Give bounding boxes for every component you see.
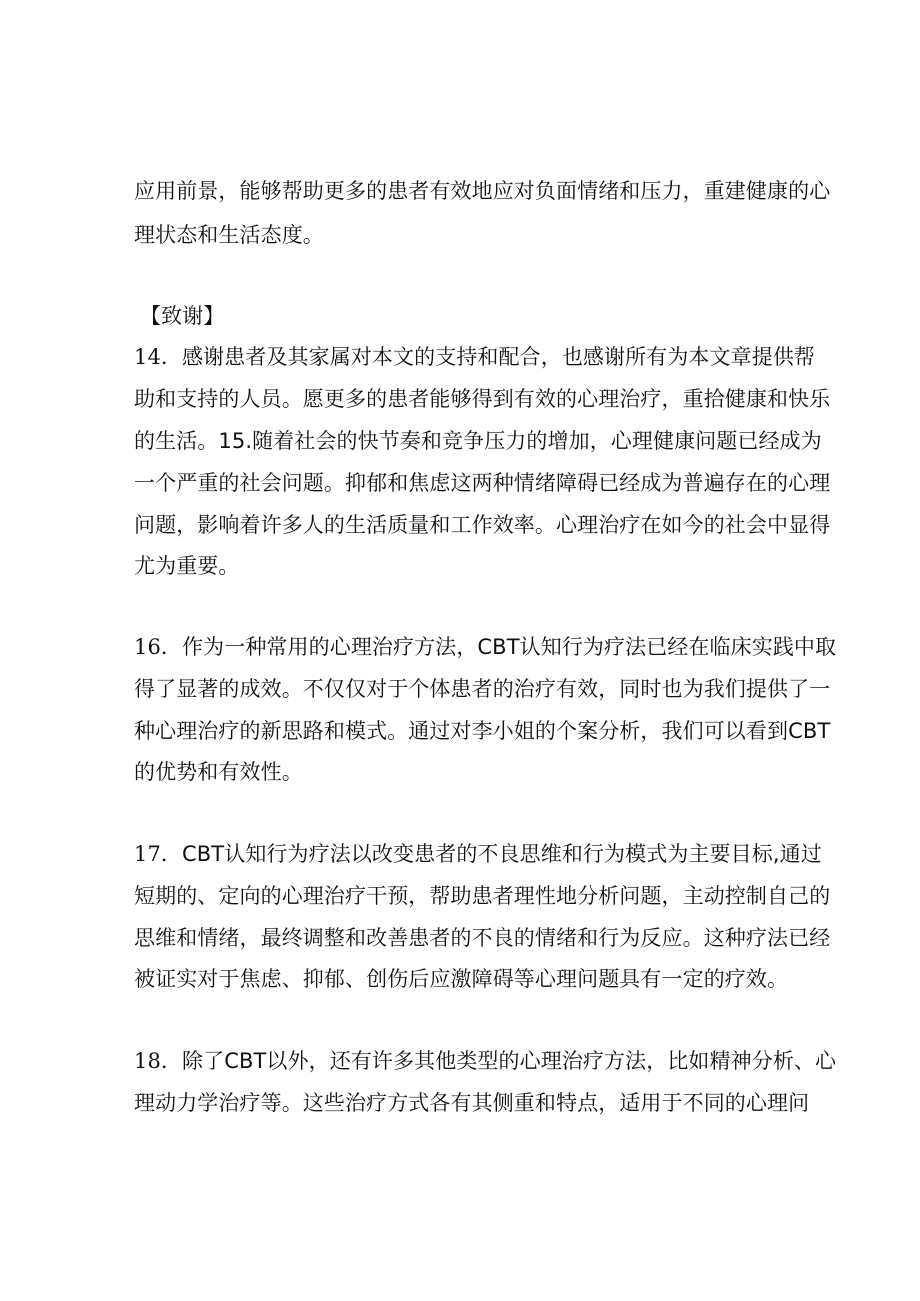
paragraph-number: 16 [134, 635, 161, 659]
paragraph-line: ．感谢患者及其家属对本文的支持和配合，也感谢所有为本文章提供帮 [160, 345, 816, 369]
paragraph-number: 18 [134, 1049, 161, 1073]
acknowledgement-heading: 【致谢】 [140, 304, 225, 328]
paragraph-line: 尤为重要。 [134, 554, 240, 578]
paragraph-line: 种心理治疗的新思路和模式。通过对李小姐的个案分析，我们可以看到CBT [134, 719, 831, 743]
paragraph-line: 问题，影响着许多人的生活质量和工作效率。心理治疗在如今的社会中显得 [134, 513, 831, 537]
paragraph-line: 理动力学治疗等。这些治疗方式各有其侧重和特点，适用于不同的心理问 [134, 1091, 810, 1115]
paragraph-line: 助和支持的人员。愿更多的患者能够得到有效的心理治疗，重拾健康和快乐 [134, 387, 831, 411]
paragraph-number: 14 [134, 345, 161, 369]
numbered-paragraph-first-line [134, 1046, 836, 1076]
paragraph-line: 得了显著的成效。不仅仅对于个体患者的治疗有效，同时也为我们提供了一 [134, 677, 831, 701]
paragraph-line: 一个严重的社会问题。抑郁和焦虑这两种情绪障碍已经成为普遍存在的心理 [134, 471, 831, 495]
numbered-paragraph-first-line [134, 839, 822, 869]
paragraph-line: 被证实对于焦虑、抑郁、创伤后应激障碍等心理问题具有一定的疗效。 [134, 967, 789, 991]
paragraph-number: 17 [134, 842, 161, 866]
numbered-paragraph-first-line [134, 632, 836, 662]
paragraph-line: 理状态和生活态度。 [134, 223, 324, 247]
paragraph-line: ．CBT认知行为疗法以改变患者的不良思维和行为模式为主要目标,通过 [160, 842, 822, 866]
paragraph-line: 短期的、定向的心理治疗干预，帮助患者理性地分析问题，主动控制自己的 [134, 884, 831, 908]
paragraph-line: 思维和情绪，最终调整和改善患者的不良的情绪和行为反应。这种疗法已经 [134, 926, 831, 950]
numbered-paragraph-first-line [134, 342, 815, 372]
paragraph-line: 应用前景，能够帮助更多的患者有效地应对负面情绪和压力，重建健康的心 [134, 179, 831, 203]
paragraph-line: ．除了CBT以外，还有许多其他类型的心理治疗方法，比如精神分析、心 [160, 1049, 837, 1073]
paragraph-line: 的优势和有效性。 [134, 760, 303, 784]
paragraph-line: 的生活。15.随着社会的快节奏和竞争压力的增加，心理健康问题已经成为 [134, 429, 822, 453]
paragraph-line: ．作为一种常用的心理治疗方法，CBT认知行为疗法已经在临床实践中取 [160, 635, 837, 659]
